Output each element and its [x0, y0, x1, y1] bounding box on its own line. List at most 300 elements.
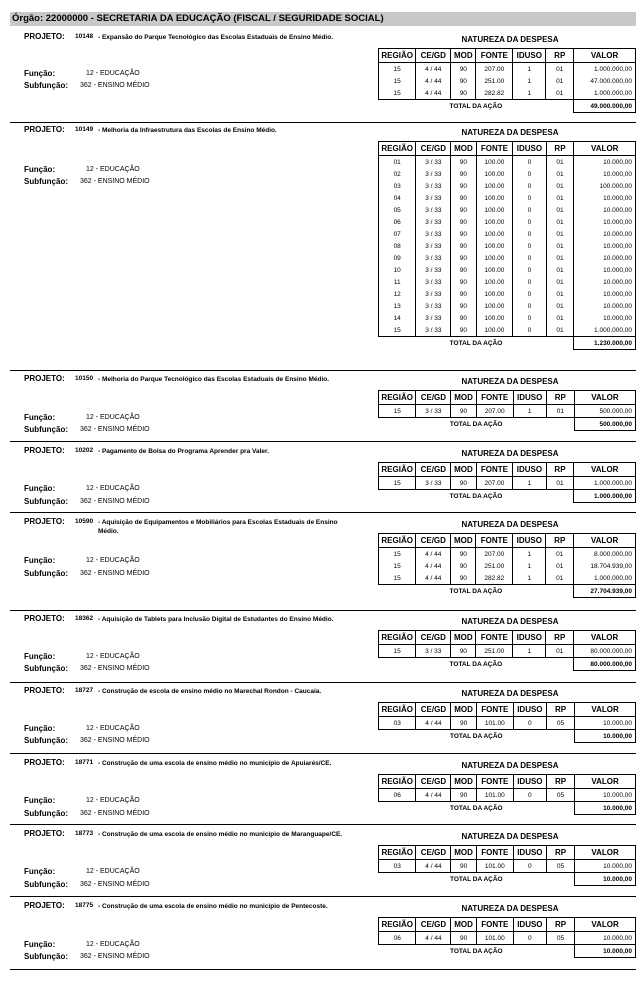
project-block	[10, 446, 636, 513]
table-row	[379, 548, 636, 561]
total-row	[379, 585, 636, 598]
funcao-value: 12 - EDUCAÇÃO	[86, 557, 140, 564]
project-number: 10149	[75, 126, 94, 133]
table-cell: 90	[451, 75, 476, 87]
projeto-label: PROJETO:	[24, 686, 65, 695]
column-header: REGIÃO	[379, 775, 416, 789]
natureza-despesa-title: NATUREZA DA DESPESA	[461, 832, 559, 841]
table-cell: 1.000.000,00	[574, 87, 636, 100]
table-cell: 90	[451, 312, 476, 324]
table-cell: 07	[379, 228, 416, 240]
table-cell: 03	[379, 860, 416, 873]
table-cell: 01	[546, 288, 574, 300]
column-header: REGIÃO	[379, 463, 416, 477]
table-cell: 90	[451, 240, 476, 252]
subfuncao-value: 362 - ENSINO MÉDIO	[80, 881, 150, 888]
column-header: VALOR	[574, 49, 636, 63]
table-cell: 15	[379, 87, 416, 100]
table-cell: 10.000,00	[574, 312, 636, 324]
table-row	[379, 560, 636, 572]
column-header: REGIÃO	[379, 391, 416, 405]
funcao-label: Função:	[24, 556, 56, 565]
natureza-despesa-title: NATUREZA DA DESPESA	[461, 761, 559, 770]
total-row	[379, 100, 636, 113]
table-row	[379, 300, 636, 312]
expense-table	[378, 630, 636, 671]
column-header: REGIÃO	[379, 631, 416, 645]
table-cell: 11	[379, 276, 416, 288]
column-header: IDUSO	[513, 775, 546, 789]
column-header: MOD	[451, 631, 476, 645]
column-header: MOD	[451, 703, 476, 717]
table-cell: 3 / 33	[416, 216, 451, 228]
column-header: FONTE	[476, 391, 513, 405]
table-row	[379, 216, 636, 228]
table-cell: 90	[451, 645, 476, 658]
table-cell: 01	[546, 204, 574, 216]
total-row	[379, 490, 636, 503]
funcao-label: Função:	[24, 724, 56, 733]
subfuncao-value: 362 - ENSINO MÉDIO	[80, 665, 150, 672]
total-value: 10.000,00	[575, 945, 636, 958]
table-cell: 100.00	[476, 264, 513, 276]
table-cell: 100.00	[476, 180, 513, 192]
column-header: RP	[546, 534, 574, 548]
column-header: VALOR	[574, 463, 636, 477]
project-number: 10202	[75, 447, 94, 454]
column-header: MOD	[451, 534, 476, 548]
table-row	[379, 572, 636, 585]
table-cell: 10.000,00	[574, 240, 636, 252]
table-row	[379, 288, 636, 300]
table-row	[379, 276, 636, 288]
total-label: TOTAL DA AÇÃO	[450, 875, 503, 883]
total-row	[379, 418, 636, 431]
column-header: CE/GD	[416, 703, 451, 717]
table-cell: 10.000,00	[574, 192, 636, 204]
column-header: REGIÃO	[379, 534, 416, 548]
column-header: MOD	[451, 846, 476, 860]
table-row	[379, 264, 636, 276]
table-cell: 01	[546, 300, 574, 312]
total-value: 500.000,00	[574, 418, 635, 431]
table-cell: 0	[513, 276, 546, 288]
table-cell: 100.00	[476, 312, 513, 324]
projeto-label: PROJETO:	[24, 829, 65, 838]
funcao-label: Função:	[24, 484, 56, 493]
table-cell: 14	[379, 312, 416, 324]
table-cell: 10.000,00	[574, 204, 636, 216]
table-cell: 90	[451, 560, 476, 572]
funcao-label: Função:	[24, 867, 56, 876]
expense-table	[378, 390, 636, 431]
table-cell: 15	[379, 645, 416, 658]
table-cell: 100.00	[476, 324, 513, 337]
table-cell: 1	[513, 560, 546, 572]
column-header: IDUSO	[513, 534, 546, 548]
column-header: FONTE	[476, 534, 513, 548]
table-cell: 10.000,00	[574, 168, 636, 180]
table-cell: 10.000,00	[575, 932, 636, 945]
table-cell: 47.000.000,00	[574, 75, 636, 87]
table-cell: 4 / 44	[416, 548, 451, 561]
funcao-value: 12 - EDUCAÇÃO	[86, 725, 140, 732]
column-header: CE/GD	[416, 534, 451, 548]
table-cell: 15	[379, 63, 416, 76]
column-header: VALOR	[575, 703, 636, 717]
column-header: VALOR	[574, 631, 636, 645]
total-row	[379, 337, 636, 350]
table-cell: 101.00	[476, 932, 513, 945]
table-cell: 3 / 33	[416, 264, 451, 276]
funcao-label: Função:	[24, 413, 56, 422]
table-cell: 90	[451, 204, 476, 216]
subfuncao-label: Subfunção:	[24, 736, 68, 745]
funcao-label: Função:	[24, 69, 56, 78]
table-row	[379, 860, 636, 873]
table-cell: 3 / 33	[416, 324, 451, 337]
table-row	[379, 204, 636, 216]
table-cell: 100.00	[476, 204, 513, 216]
total-label: TOTAL DA AÇÃO	[449, 102, 503, 110]
subfuncao-label: Subfunção:	[24, 952, 68, 961]
table-cell: 0	[513, 168, 546, 180]
column-header: RP	[546, 703, 574, 717]
project-description: - Melhoria do Parque Tecnológico das Escolas Estaduais de Ensino Médio.	[98, 376, 330, 383]
table-cell: 05	[546, 860, 574, 873]
column-header: REGIÃO	[379, 49, 416, 63]
project-description: - Construção de uma escola de ensino médio no município de Apuiarés/CE.	[98, 760, 332, 767]
table-cell: 15	[379, 548, 416, 561]
table-cell: 15	[379, 477, 416, 490]
column-header: IDUSO	[513, 703, 546, 717]
subfuncao-label: Subfunção:	[24, 664, 68, 673]
table-cell: 90	[451, 548, 476, 561]
subfuncao-label: Subfunção:	[24, 880, 68, 889]
table-row	[379, 405, 636, 418]
table-cell: 3 / 33	[416, 276, 451, 288]
column-header: CE/GD	[416, 142, 451, 156]
table-cell: 18.704.939,00	[574, 560, 636, 572]
expense-table	[378, 462, 636, 503]
table-cell: 01	[546, 312, 574, 324]
table-cell: 3 / 33	[416, 180, 451, 192]
column-header: IDUSO	[513, 49, 546, 63]
project-block	[10, 901, 636, 970]
table-cell: 1.000.000,00	[574, 477, 636, 490]
table-cell: 1	[513, 405, 546, 418]
column-header: CE/GD	[416, 49, 451, 63]
table-cell: 90	[451, 276, 476, 288]
total-label: TOTAL DA AÇÃO	[449, 587, 503, 595]
column-header: RP	[546, 391, 574, 405]
table-cell: 0	[513, 288, 546, 300]
natureza-despesa-title: NATUREZA DA DESPESA	[461, 904, 559, 913]
table-cell: 101.00	[476, 717, 513, 730]
column-header: IDUSO	[513, 631, 546, 645]
total-label: TOTAL DA AÇÃO	[450, 804, 503, 812]
table-cell: 0	[513, 228, 546, 240]
subfuncao-value: 362 - ENSINO MÉDIO	[80, 953, 150, 960]
project-block	[10, 517, 636, 611]
expense-table	[378, 917, 636, 958]
table-cell: 10.000,00	[574, 216, 636, 228]
table-cell: 3 / 33	[416, 228, 451, 240]
column-header: CE/GD	[416, 391, 451, 405]
column-header: FONTE	[476, 846, 513, 860]
table-row	[379, 63, 636, 76]
table-row	[379, 156, 636, 169]
funcao-value: 12 - EDUCAÇÃO	[86, 653, 140, 660]
table-cell: 01	[546, 477, 574, 490]
column-header: IDUSO	[513, 463, 546, 477]
total-label: TOTAL DA AÇÃO	[450, 947, 503, 955]
table-cell: 100.00	[476, 300, 513, 312]
column-header: FONTE	[476, 49, 513, 63]
table-cell: 0	[513, 204, 546, 216]
total-row	[379, 945, 636, 958]
natureza-despesa-title: NATUREZA DA DESPESA	[461, 689, 559, 698]
table-cell: 3 / 33	[416, 156, 451, 169]
total-label: TOTAL DA AÇÃO	[449, 420, 503, 428]
column-header: REGIÃO	[379, 142, 416, 156]
table-cell: 01	[546, 645, 574, 658]
table-cell: 90	[451, 192, 476, 204]
table-cell: 05	[546, 789, 574, 802]
project-description: - Construção de uma escola de ensino médio no município de Maranguape/CE.	[98, 831, 343, 838]
table-cell: 01	[546, 156, 574, 169]
table-cell: 15	[379, 572, 416, 585]
table-cell: 03	[379, 717, 416, 730]
project-description: - Pagamento de Bolsa do Programa Aprender pra Valer.	[98, 448, 269, 455]
project-number: 10590	[75, 518, 94, 525]
table-cell: 01	[546, 75, 574, 87]
table-cell: 4 / 44	[416, 572, 451, 585]
table-cell: 01	[546, 405, 574, 418]
column-header: MOD	[451, 49, 476, 63]
expense-table	[378, 533, 636, 598]
table-cell: 4 / 44	[416, 87, 451, 100]
project-block	[10, 758, 636, 825]
subfuncao-label: Subfunção:	[24, 569, 68, 578]
projeto-label: PROJETO:	[24, 125, 65, 134]
project-block	[10, 125, 636, 371]
column-header: MOD	[451, 142, 476, 156]
table-cell: 90	[451, 932, 476, 945]
total-value: 1.230.000,00	[574, 337, 636, 350]
table-row	[379, 168, 636, 180]
total-row	[379, 873, 636, 886]
table-cell: 90	[451, 264, 476, 276]
table-cell: 01	[546, 572, 574, 585]
expense-table	[378, 702, 636, 743]
table-cell: 90	[451, 87, 476, 100]
table-cell: 01	[546, 87, 574, 100]
funcao-value: 12 - EDUCAÇÃO	[86, 941, 140, 948]
table-cell: 0	[513, 216, 546, 228]
natureza-despesa-title: NATUREZA DA DESPESA	[461, 128, 559, 137]
column-header: RP	[546, 463, 574, 477]
column-header: CE/GD	[416, 463, 451, 477]
table-cell: 10.000,00	[574, 264, 636, 276]
table-cell: 100.00	[476, 192, 513, 204]
subfuncao-label: Subfunção:	[24, 809, 68, 818]
projeto-label: PROJETO:	[24, 614, 65, 623]
table-cell: 0	[513, 180, 546, 192]
table-cell: 100.00	[476, 240, 513, 252]
column-header: MOD	[451, 391, 476, 405]
project-number: 18727	[75, 687, 94, 694]
table-cell: 251.00	[476, 75, 513, 87]
table-cell: 90	[451, 180, 476, 192]
table-cell: 01	[546, 276, 574, 288]
table-cell: 04	[379, 192, 416, 204]
table-row	[379, 312, 636, 324]
table-cell: 90	[451, 252, 476, 264]
table-cell: 05	[546, 932, 574, 945]
table-cell: 1.000.000,00	[574, 63, 636, 76]
column-header: FONTE	[476, 631, 513, 645]
expense-table	[378, 774, 636, 815]
table-row	[379, 192, 636, 204]
table-cell: 12	[379, 288, 416, 300]
table-cell: 1	[513, 75, 546, 87]
column-header: RP	[546, 142, 574, 156]
expense-table	[378, 141, 636, 350]
subfuncao-value: 362 - ENSINO MÉDIO	[80, 82, 150, 89]
table-cell: 1	[513, 572, 546, 585]
total-value: 1.000.000,00	[574, 490, 636, 503]
table-cell: 1	[513, 477, 546, 490]
table-cell: 80.000.000,00	[574, 645, 636, 658]
natureza-despesa-title: NATUREZA DA DESPESA	[461, 449, 559, 458]
total-label: TOTAL DA AÇÃO	[450, 732, 503, 740]
table-cell: 0	[513, 252, 546, 264]
table-cell: 100.00	[476, 288, 513, 300]
table-cell: 0	[513, 264, 546, 276]
table-cell: 1.000.000,00	[574, 324, 636, 337]
table-cell: 90	[451, 63, 476, 76]
table-cell: 500.000,00	[574, 405, 635, 418]
column-header: RP	[546, 918, 574, 932]
column-header: MOD	[451, 775, 476, 789]
table-cell: 8.000.000,00	[574, 548, 636, 561]
table-cell: 01	[546, 63, 574, 76]
table-row	[379, 324, 636, 337]
table-cell: 100.00	[476, 156, 513, 169]
subfuncao-value: 362 - ENSINO MÉDIO	[80, 737, 150, 744]
table-cell: 3 / 33	[416, 168, 451, 180]
table-cell: 100.00	[476, 216, 513, 228]
project-number: 18773	[75, 830, 94, 837]
column-header: REGIÃO	[379, 918, 416, 932]
table-cell: 3 / 33	[416, 192, 451, 204]
table-cell: 90	[451, 572, 476, 585]
column-header: VALOR	[575, 846, 636, 860]
table-cell: 10.000,00	[575, 789, 636, 802]
table-cell: 207.00	[476, 63, 513, 76]
table-cell: 05	[379, 204, 416, 216]
total-label: TOTAL DA AÇÃO	[449, 660, 503, 668]
table-cell: 101.00	[476, 789, 513, 802]
table-cell: 10.000,00	[575, 717, 636, 730]
table-cell: 3 / 33	[416, 300, 451, 312]
subfuncao-value: 362 - ENSINO MÉDIO	[80, 810, 150, 817]
table-cell: 1	[513, 548, 546, 561]
table-cell: 207.00	[476, 405, 513, 418]
funcao-label: Função:	[24, 796, 56, 805]
table-cell: 4 / 44	[416, 560, 451, 572]
table-cell: 100.000,00	[574, 180, 636, 192]
total-value: 49.000.000,00	[574, 100, 636, 113]
column-header: IDUSO	[513, 846, 546, 860]
funcao-value: 12 - EDUCAÇÃO	[86, 485, 140, 492]
table-cell: 0	[513, 860, 546, 873]
table-cell: 15	[379, 75, 416, 87]
total-label: TOTAL DA AÇÃO	[449, 339, 503, 347]
subfuncao-label: Subfunção:	[24, 425, 68, 434]
table-cell: 01	[379, 156, 416, 169]
column-header: RP	[546, 631, 574, 645]
column-header: RP	[546, 49, 574, 63]
natureza-despesa-title: NATUREZA DA DESPESA	[461, 35, 559, 44]
table-cell: 01	[546, 228, 574, 240]
project-block	[10, 32, 636, 123]
table-row	[379, 717, 636, 730]
table-cell: 90	[451, 789, 476, 802]
project-block	[10, 374, 636, 442]
table-cell: 3 / 33	[416, 477, 451, 490]
project-description: - Construção de uma escola de ensino médio no município de Pentecoste.	[98, 903, 328, 910]
project-number: 10148	[75, 33, 94, 40]
table-cell: 0	[513, 932, 546, 945]
projeto-label: PROJETO:	[24, 901, 65, 910]
column-header: VALOR	[575, 775, 636, 789]
table-cell: 90	[451, 860, 476, 873]
column-header: CE/GD	[416, 631, 451, 645]
table-cell: 06	[379, 932, 416, 945]
table-cell: 10.000,00	[574, 252, 636, 264]
project-number: 18362	[75, 615, 94, 622]
project-number: 18775	[75, 902, 94, 909]
column-header: RP	[546, 775, 574, 789]
project-block	[10, 614, 636, 683]
natureza-despesa-title: NATUREZA DA DESPESA	[461, 377, 559, 386]
table-cell: 3 / 33	[416, 645, 451, 658]
table-cell: 282.82	[476, 87, 513, 100]
natureza-despesa-title: NATUREZA DA DESPESA	[461, 617, 559, 626]
project-number: 18771	[75, 759, 94, 766]
table-cell: 10.000,00	[574, 288, 636, 300]
table-cell: 3 / 33	[416, 204, 451, 216]
projeto-label: PROJETO:	[24, 32, 65, 41]
column-header: FONTE	[476, 775, 513, 789]
project-description: - Aquisição de Tablets para Inclusão Digital de Estudantes do Ensino Médio.	[98, 616, 334, 623]
table-cell: 01	[546, 324, 574, 337]
column-header: VALOR	[574, 391, 635, 405]
subfuncao-label: Subfunção:	[24, 81, 68, 90]
subfuncao-value: 362 - ENSINO MÉDIO	[80, 426, 150, 433]
table-row	[379, 180, 636, 192]
table-cell: 4 / 44	[416, 75, 451, 87]
table-cell: 0	[513, 240, 546, 252]
project-description: - Construção de escola de ensino médio no Marechal Rondon - Caucaia.	[98, 688, 322, 695]
total-value: 10.000,00	[575, 873, 636, 886]
funcao-label: Função:	[24, 652, 56, 661]
table-cell: 90	[451, 300, 476, 312]
table-cell: 1.000.000,00	[574, 572, 636, 585]
table-cell: 13	[379, 300, 416, 312]
